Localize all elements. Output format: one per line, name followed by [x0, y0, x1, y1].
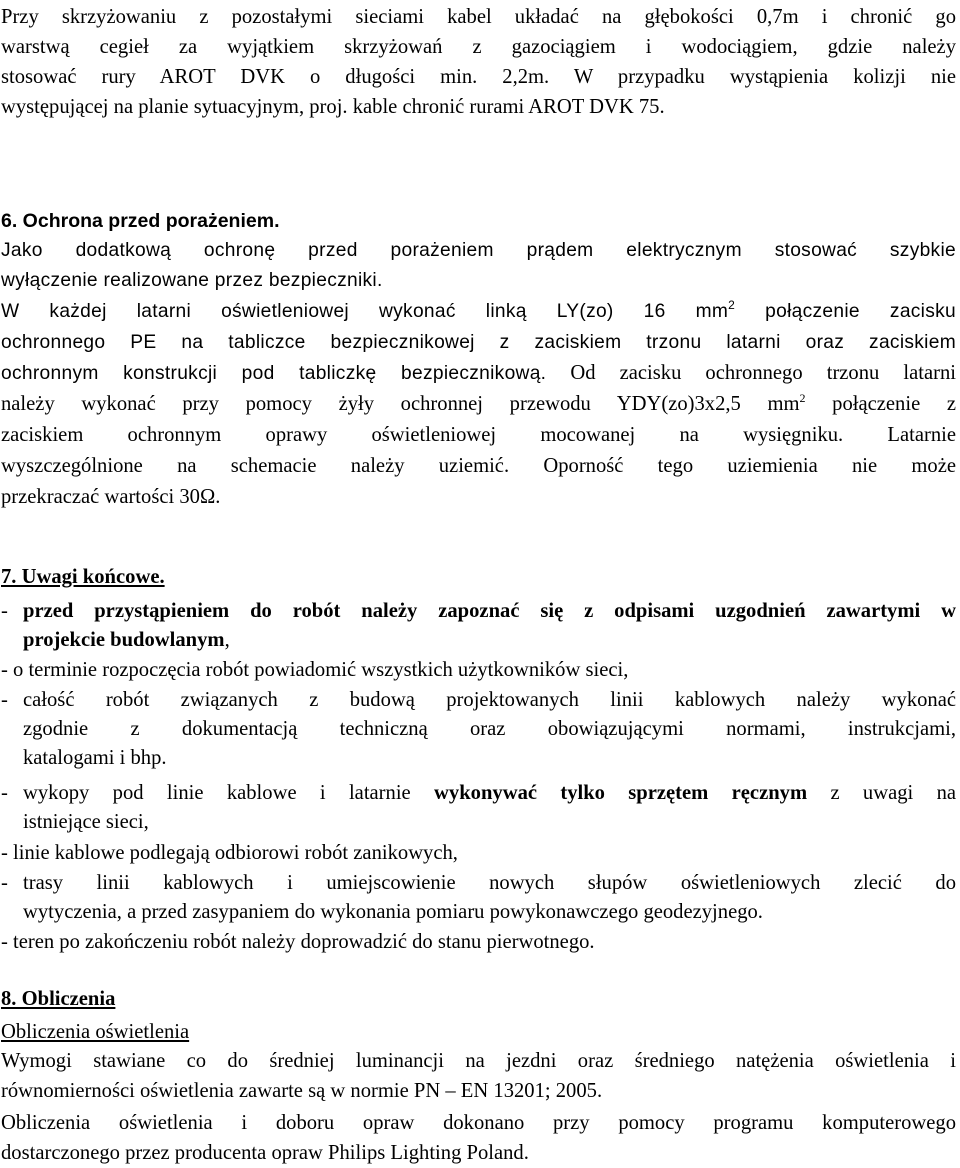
- superscript: 2: [799, 391, 806, 405]
- line-text: Od zacisku ochronnego trzonu latarni: [546, 362, 956, 384]
- section-6-paragraph-1: [1, 236, 956, 296]
- paragraph-line: [1, 358, 956, 389]
- list-dash: -: [1, 872, 8, 894]
- list-item-text: wykonywać tylko sprzętem ręcznym: [434, 782, 808, 804]
- intro-line: Przy skrzyżowaniu z pozostałymi sieciami kabel układać na głębokości 0,7m i chronić go: [1, 6, 956, 28]
- paragraph-line: Obliczenia oświetlenia i doboru opraw dokonano przy pomocy programu komputerowego: [1, 1112, 956, 1134]
- section-8-paragraph-1: [1, 1046, 956, 1106]
- paragraph-line: [1, 296, 956, 327]
- list-item-line: wytyczenia, a przed zasypaniem do wykonania pomiaru powykonawczego geodezyjnego.: [23, 901, 763, 923]
- list-item: - linie kablowe podlegają odbiorowi robót zanikowych,: [1, 842, 458, 864]
- section-8-paragraph-2: [1, 1108, 956, 1168]
- section-6-heading: 6. Ochrona przed porażeniem.: [1, 210, 280, 232]
- paragraph-line: Wymogi stawiane co do średniej luminancji na jezdni oraz średniego natężenia oświetlenia i: [1, 1050, 956, 1072]
- list-item: - teren po zakończeniu robót należy doprowadzić do stanu pierwotnego.: [1, 931, 595, 953]
- list-item: [1, 779, 956, 837]
- paragraph-line: zaciskiem ochronnym oprawy oświetleniowej mocowanej na wysięgniku. Latarnie: [1, 424, 956, 446]
- line-text: połączenie z: [805, 393, 956, 415]
- section-8-heading: 8. Obliczenia: [1, 988, 116, 1010]
- paragraph-line: wyszczególnione na schemacie należy uziemić. Oporność tego uziemienia nie może: [1, 455, 956, 477]
- paragraph-line: przekraczać wartości 30Ω.: [1, 486, 221, 508]
- list-item-line: zgodnie z dokumentacją techniczną oraz obowiązującymi normami, instrukcjami,: [23, 718, 956, 740]
- list-item-text: ,: [224, 629, 230, 651]
- section-7-heading: 7. Uwagi końcowe.: [1, 566, 165, 588]
- list-item: [1, 686, 956, 773]
- section-8-subheading: Obliczenia oświetlenia: [1, 1021, 190, 1043]
- list-item: - o terminie rozpoczęcia robót powiadomić wszystkich użytkowników sieci,: [1, 659, 629, 681]
- paragraph-line: równomierności oświetlenia zawarte są w normie PN – EN 13201; 2005.: [1, 1080, 603, 1102]
- list-item-line: istniejące sieci,: [23, 811, 149, 833]
- list-dash: -: [1, 600, 8, 622]
- intro-line: występującej na planie sytuacyjnym, proj. kable chronić rurami AROT DVK 75.: [1, 96, 665, 118]
- intro-paragraph: [1, 2, 956, 122]
- list-item-line: [23, 779, 956, 808]
- list-item-text: projekcie budowlanym: [23, 629, 225, 651]
- paragraph-line: Jako dodatkową ochronę przed porażeniem prądem elektrycznym stosować szybkie: [1, 240, 956, 261]
- line-text: W każdej latarni oświetleniowej wykonać linką LY(zo) 16 mm: [1, 301, 729, 322]
- paragraph-line: wyłączenie realizowane przez bezpieczniki.: [1, 270, 383, 291]
- intro-line: stosować rury AROT DVK o długości min. 2,2m. W przypadku wystąpienia kolizji nie: [1, 66, 956, 88]
- section-6-paragraph-2: [1, 296, 956, 513]
- list-item-line: przed przystąpieniem do robót należy zapoznać się z odpisami uzgodnień zawartymi w: [23, 600, 956, 622]
- paragraph-line: ochronnego PE na tabliczce bezpiecznikowej z zaciskiem trzonu latarni oraz zaciskiem: [1, 332, 956, 353]
- list-item: [1, 869, 956, 927]
- line-text: należy wykonać przy pomocy żyły ochronnej przewodu YDY(zo)3x2,5 mm: [1, 393, 800, 415]
- paragraph-line: [1, 389, 956, 420]
- list-dash: -: [1, 689, 8, 711]
- paragraph-line: dostarczonego przez producenta opraw Philips Lighting Poland.: [1, 1142, 529, 1164]
- list-item: [1, 597, 956, 655]
- list-item-text: z uwagi na: [830, 782, 957, 804]
- intro-line: warstwą cegieł za wyjątkiem skrzyżowań z gazociągiem i wodociągiem, gdzie należy: [1, 36, 956, 58]
- list-item-line: [23, 626, 956, 655]
- list-item-line: całość robót związanych z budową projektowanych linii kablowych należy wykonać: [23, 689, 956, 711]
- line-text: połączenie zacisku: [735, 301, 957, 322]
- list-item-line: katalogami i bhp.: [23, 747, 167, 769]
- line-text: ochronnym konstrukcji pod tabliczkę bezpiecznikową.: [1, 363, 547, 384]
- list-item-text: wykopy pod linie kablowe i latarnie: [23, 782, 411, 804]
- superscript: 2: [728, 298, 736, 312]
- list-dash: -: [1, 782, 8, 804]
- list-item-line: trasy linii kablowych i umiejscowienie nowych słupów oświetleniowych zlecić do: [23, 872, 956, 894]
